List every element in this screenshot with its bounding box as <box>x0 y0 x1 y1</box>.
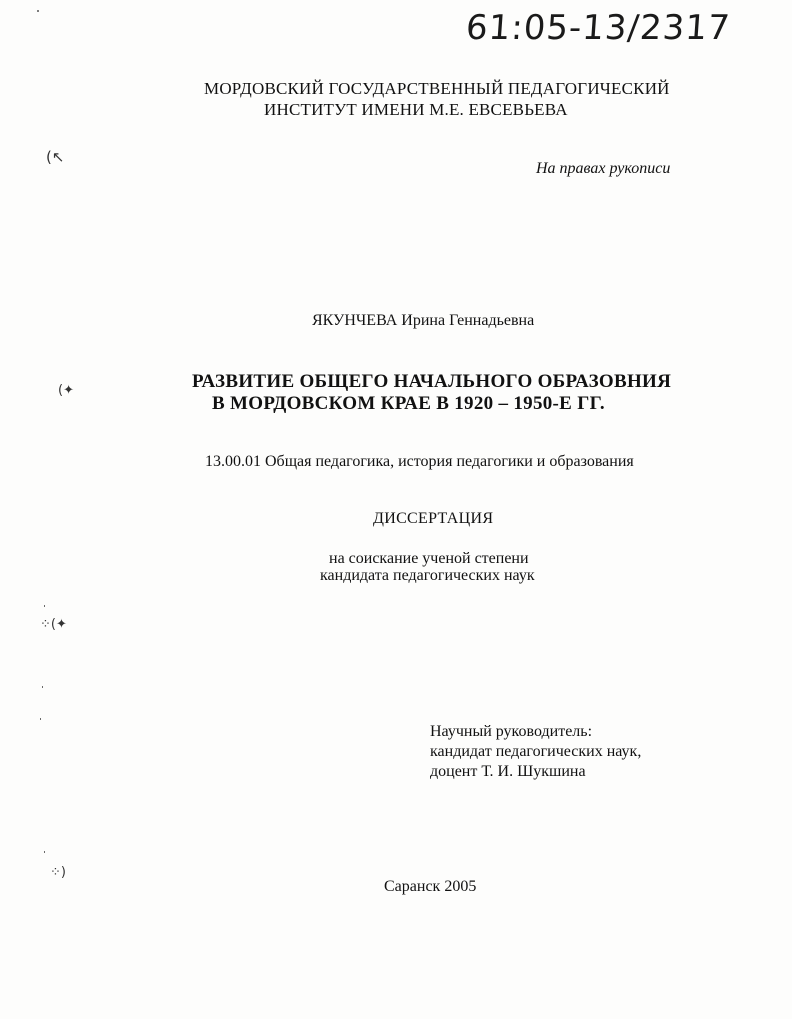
handwritten-catalog-number: 61:05-13/2317 <box>464 8 732 48</box>
margin-mark-1: (↖ <box>46 148 65 166</box>
city-year: Саранск 2005 <box>384 878 477 895</box>
author-name: ЯКУНЧЕВА Ирина Геннадьевна <box>312 312 535 329</box>
manuscript-rights-note: На правах рукописи <box>536 160 671 177</box>
scan-speck <box>40 718 41 720</box>
degree-line-1: на соискание ученой степени <box>329 550 529 567</box>
supervisor-name: доцент Т. И. Шукшина <box>430 763 586 780</box>
margin-mark-2: (✦ <box>58 383 74 398</box>
scan-speck <box>37 10 39 12</box>
dissertation-title-line-2: В МОРДОВСКОМ КРАЕ В 1920 – 1950-Е ГГ. <box>212 393 605 414</box>
scan-speck <box>44 605 45 607</box>
specialty-code: 13.00.01 Общая педагогика, история педагогики и образования <box>205 453 634 470</box>
margin-mark-4: ⁘) <box>50 865 66 880</box>
scan-speck <box>42 686 43 688</box>
institution-name-line-2: ИНСТИТУТ ИМЕНИ М.Е. ЕВСЕВЬЕВА <box>264 100 568 119</box>
document-type: ДИССЕРТАЦИЯ <box>373 510 494 527</box>
institution-name-line-1: МОРДОВСКИЙ ГОСУДАРСТВЕННЫЙ ПЕДАГОГИЧЕСКИЙ <box>204 79 670 98</box>
supervisor-heading: Научный руководитель: <box>430 723 593 740</box>
dissertation-title-line-1: РАЗВИТИЕ ОБЩЕГО НАЧАЛЬНОГО ОБРАЗОВНИЯ <box>192 371 672 392</box>
degree-line-2: кандидата педагогических наук <box>320 567 535 584</box>
scan-speck <box>44 851 45 853</box>
supervisor-degree: кандидат педагогических наук, <box>430 743 642 760</box>
margin-mark-3: ⁘(✦ <box>40 617 67 632</box>
